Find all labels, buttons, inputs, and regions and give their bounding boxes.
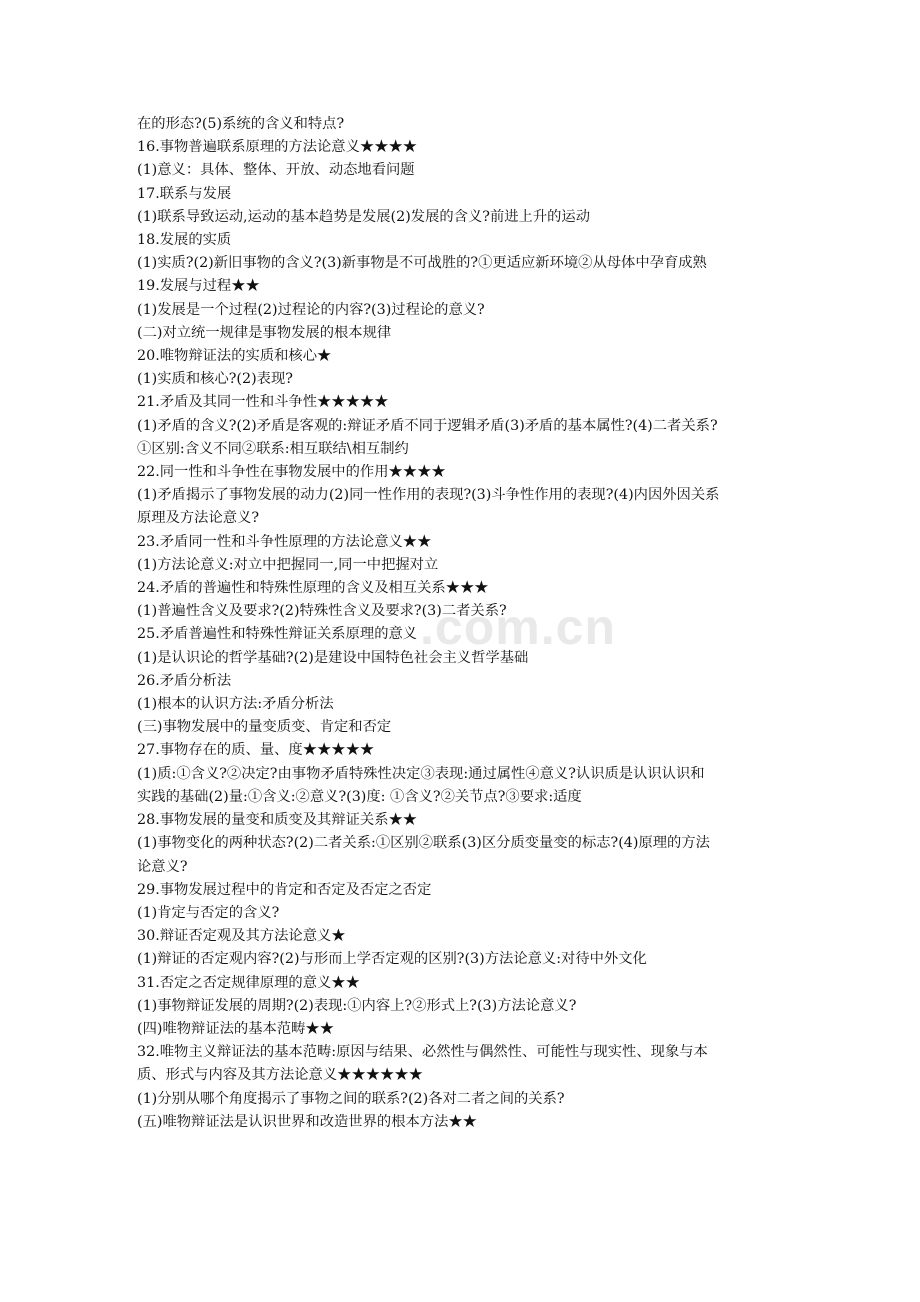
text-line: 原理及方法论意义? xyxy=(137,510,260,527)
text-line: 26.矛盾分析法 xyxy=(137,672,232,689)
text-line: (1)质:①含义?②决定?由事物矛盾特殊性决定③表现:通过属性④意义?认识质是认识认识和 xyxy=(137,765,705,782)
text-line: 17.联系与发展 xyxy=(137,185,232,202)
text-line: (1)矛盾的含义?(2)矛盾是客观的:辩证矛盾不同于逻辑矛盾(3)矛盾的基本属性?(4)二者关系? xyxy=(137,417,718,434)
text-line: (1)发展是一个过程(2)过程论的内容?(3)过程论的意义? xyxy=(137,301,485,318)
text-line: ①区别:含义不同②联系:相互联结\相互制约 xyxy=(137,440,409,457)
text-line: 23.矛盾同一性和斗争性原理的方法论意义★★ xyxy=(137,533,432,550)
watermark: .com.cn xyxy=(420,599,616,655)
text-line: 16.事物普遍联系原理的方法论意义★★★★ xyxy=(137,139,418,156)
text-line: (1)根本的认识方法:矛盾分析法 xyxy=(137,696,334,713)
text-line: 30.辩证否定观及其方法论意义★ xyxy=(137,928,346,945)
text-line: 24.矛盾的普遍性和特殊性原理的含义及相互关系★★★ xyxy=(137,580,489,597)
text-line: 18.发展的实质 xyxy=(137,232,232,249)
text-line: (1)联系导致运动,运动的基本趋势是发展(2)发展的含义?前进上升的运动 xyxy=(137,208,591,225)
text-line: 论意义? xyxy=(137,858,188,875)
text-line: (1)实质?(2)新旧事物的含义?(3)新事物是不可战胜的?①更适应新环境②从母体中孕育成熟 xyxy=(137,255,707,272)
text-line: (三)事物发展中的量变质变、肯定和否定 xyxy=(137,719,392,736)
text-line: 实践的基础(2)量:①含义:②意义?(3)度: ①含义?②关节点?③要求:适度 xyxy=(137,788,582,805)
text-line: (五)唯物辩证法是认识世界和改造世界的根本方法★★ xyxy=(137,1113,477,1130)
text-line: (1)普遍性含义及要求?(2)特殊性含义及要求?(3)二者关系? xyxy=(137,603,507,620)
text-line: 22.同一性和斗争性在事物发展中的作用★★★★ xyxy=(137,464,446,481)
text-line: 31.否定之否定规律原理的意义★★ xyxy=(137,974,360,991)
text-line: (1)肯定与否定的含义? xyxy=(137,904,280,921)
text-line: 28.事物发展的量变和质变及其辩证关系★★ xyxy=(137,812,418,829)
text-line: (1)是认识论的哲学基础?(2)是建设中国特色社会主义哲学基础 xyxy=(137,649,529,666)
text-line: 25.矛盾普遍性和特殊性辩证关系原理的意义 xyxy=(137,626,418,643)
text-line: (1)事物辩证发展的周期?(2)表现:①内容上?②形式上?(3)方法论意义? xyxy=(137,997,577,1014)
text-line: (四)唯物辩证法的基本范畴★★ xyxy=(137,1020,335,1037)
text-line: (1)矛盾揭示了事物发展的动力(2)同一性作用的表现?(3)斗争性作用的表现?(4)内因外因关系 xyxy=(137,487,720,504)
text-line: (1)意义：具体、整体、开放、动态地看问题 xyxy=(137,162,415,179)
text-line: 在的形态?(5)系统的含义和特点? xyxy=(137,116,345,132)
text-line: (1)实质和核心?(2)表现? xyxy=(137,371,293,388)
text-line: (1)分别从哪个角度揭示了事物之间的联系?(2)各对二者之间的关系? xyxy=(137,1090,565,1107)
text-line: 32.唯物主义辩证法的基本范畴:原因与结果、必然性与偶然性、可能性与现实性、现象与本 xyxy=(137,1044,708,1061)
text-line: 29.事物发展过程中的肯定和否定及否定之否定 xyxy=(137,881,432,898)
text-line: 19.发展与过程★★ xyxy=(137,278,260,295)
text-line: (1)事物变化的两种状态?(2)二者关系:①区别②联系(3)区分质变量变的标志?(4)原理的方法 xyxy=(137,835,710,852)
document-body xyxy=(137,113,787,1134)
text-line: 质、形式与内容及其方法论意义★★★★★★ xyxy=(137,1067,423,1084)
text-line: (二)对立统一规律是事物发展的根本规律 xyxy=(137,324,392,341)
text-line: 21.矛盾及其同一性和斗争性★★★★★ xyxy=(137,394,389,411)
text-line: (1)辩证的否定观内容?(2)与形而上学否定观的区别?(3)方法论意义:对待中外文化 xyxy=(137,951,647,968)
text-line: 27.事物存在的质、量、度★★★★★ xyxy=(137,742,375,759)
text-line: (1)方法论意义:对立中把握同一,同一中把握对立 xyxy=(137,556,439,573)
text-line: 20.唯物辩证法的实质和核心★ xyxy=(137,348,332,365)
